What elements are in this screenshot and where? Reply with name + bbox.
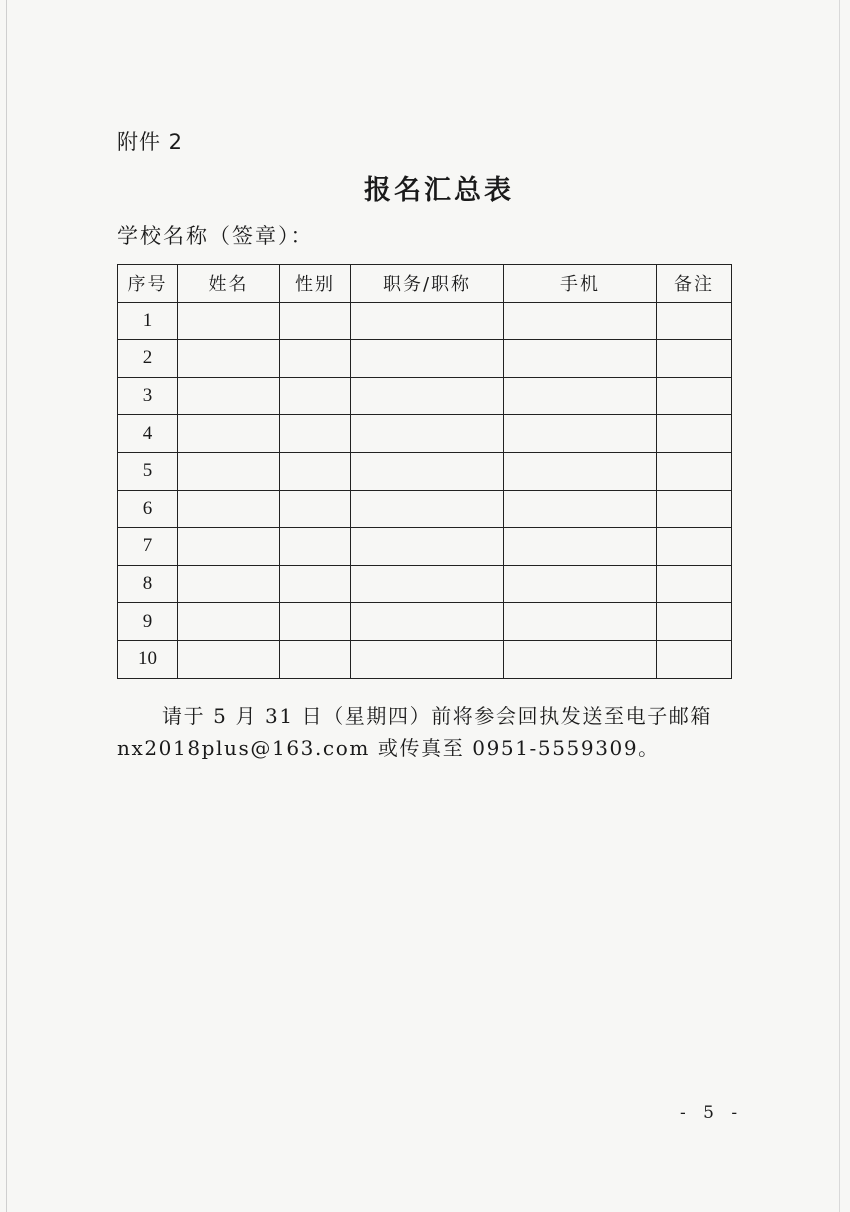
cell-gender: [280, 340, 351, 378]
cell-phone: [504, 377, 657, 415]
cell-gender: [280, 565, 351, 603]
cell-position: [351, 377, 504, 415]
cell-name: [178, 302, 280, 340]
cell-serial: 6: [118, 490, 178, 528]
cell-serial: 10: [118, 640, 178, 678]
cell-phone: [504, 302, 657, 340]
page-number: - 5 -: [680, 1103, 744, 1123]
cell-serial: 3: [118, 377, 178, 415]
cell-gender: [280, 528, 351, 566]
header-gender: 性别: [280, 265, 351, 303]
cell-serial: 2: [118, 340, 178, 378]
submission-notice: [117, 700, 733, 764]
table-row: [118, 377, 732, 415]
cell-position: [351, 302, 504, 340]
table-row: [118, 565, 732, 603]
cell-remark: [657, 490, 732, 528]
header-phone: 手机: [504, 265, 657, 303]
cell-remark: [657, 377, 732, 415]
cell-serial: 4: [118, 415, 178, 453]
cell-phone: [504, 565, 657, 603]
cell-position: [351, 340, 504, 378]
cell-gender: [280, 490, 351, 528]
cell-phone: [504, 528, 657, 566]
registration-table: [117, 264, 732, 679]
table-row: [118, 603, 732, 641]
cell-position: [351, 415, 504, 453]
cell-gender: [280, 415, 351, 453]
header-name: 姓名: [178, 265, 280, 303]
cell-remark: [657, 452, 732, 490]
cell-position: [351, 565, 504, 603]
cell-remark: [657, 340, 732, 378]
table-header-row: [118, 265, 732, 303]
table-row: [118, 528, 732, 566]
notice-line-1: 请于 5 月 31 日（星期四）前将参会回执发送至电子邮箱: [162, 704, 713, 728]
cell-position: [351, 528, 504, 566]
cell-remark: [657, 640, 732, 678]
cell-name: [178, 528, 280, 566]
cell-position: [351, 452, 504, 490]
cell-phone: [504, 603, 657, 641]
cell-gender: [280, 452, 351, 490]
header-remark: 备注: [657, 265, 732, 303]
cell-phone: [504, 452, 657, 490]
cell-name: [178, 415, 280, 453]
table-row: [118, 340, 732, 378]
table-row: [118, 640, 732, 678]
cell-remark: [657, 302, 732, 340]
cell-remark: [657, 415, 732, 453]
cell-name: [178, 377, 280, 415]
cell-position: [351, 490, 504, 528]
header-position: 职务/职称: [351, 265, 504, 303]
cell-position: [351, 603, 504, 641]
school-name-label: 学校名称（签章）：: [117, 224, 314, 248]
cell-name: [178, 603, 280, 641]
attachment-label: 附件 2: [117, 130, 184, 154]
page-title: 报名汇总表: [364, 175, 514, 206]
cell-serial: 9: [118, 603, 178, 641]
cell-name: [178, 640, 280, 678]
cell-serial: 5: [118, 452, 178, 490]
cell-phone: [504, 340, 657, 378]
cell-phone: [504, 640, 657, 678]
cell-remark: [657, 565, 732, 603]
cell-phone: [504, 415, 657, 453]
cell-name: [178, 490, 280, 528]
cell-serial: 1: [118, 302, 178, 340]
table-row: [118, 302, 732, 340]
cell-name: [178, 340, 280, 378]
cell-serial: 7: [118, 528, 178, 566]
table-row: [118, 415, 732, 453]
table-row: [118, 490, 732, 528]
cell-phone: [504, 490, 657, 528]
cell-remark: [657, 603, 732, 641]
cell-name: [178, 565, 280, 603]
cell-position: [351, 640, 504, 678]
cell-gender: [280, 377, 351, 415]
header-serial: 序号: [118, 265, 178, 303]
cell-gender: [280, 302, 351, 340]
notice-line-2: nx2018plus@163.com 或传真至 0951-5559309。: [117, 736, 660, 760]
cell-serial: 8: [118, 565, 178, 603]
cell-name: [178, 452, 280, 490]
cell-remark: [657, 528, 732, 566]
table-row: [118, 452, 732, 490]
cell-gender: [280, 640, 351, 678]
cell-gender: [280, 603, 351, 641]
